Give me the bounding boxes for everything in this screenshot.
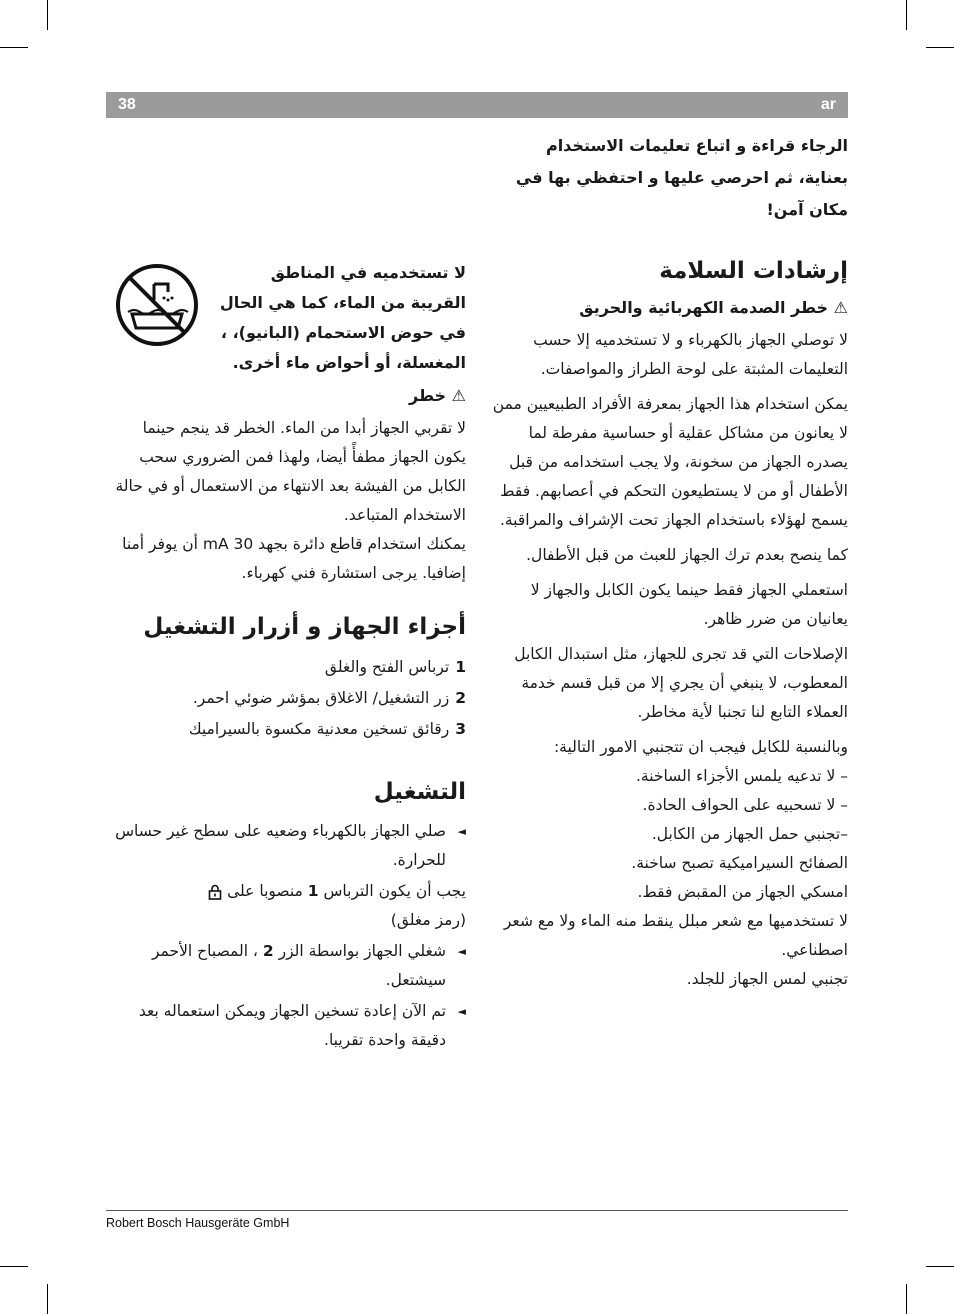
crop-mark xyxy=(926,1266,954,1267)
list-item: – لا تسحبيه على الحواف الحادة. xyxy=(642,796,848,814)
intro-line: بعناية، ثم احرصي عليها و احتفظي بها في xyxy=(515,168,848,187)
part-number: 3 xyxy=(455,720,466,738)
language-code: ar xyxy=(820,96,836,113)
step-text: يجب أن يكون الترباس xyxy=(323,882,466,900)
part-number: 1 xyxy=(307,882,319,900)
safety-paragraph: كما ينصح بعدم ترك الجهاز للعبث من قبل الأطفال. xyxy=(526,546,848,564)
crop-mark xyxy=(0,1266,28,1267)
part-label: ترباس الفتح والغلق xyxy=(324,658,450,676)
list-item xyxy=(106,683,466,714)
danger-paragraph: لا تقربي الجهاز أبدا من الماء. الخطر قد ينجم حينما يكون الجهاز مطفأً أيضا، ولهذا فمن الضروري سحب الكابل من الفيشة بعد الانتهاء من الاستعمال أو في حالة الاستخدام المتباعد. xyxy=(115,419,466,524)
list-item xyxy=(106,877,466,935)
crop-mark xyxy=(926,47,954,48)
parts-list xyxy=(106,652,466,745)
footer-company: Robert Bosch Hausgeräte GmbH xyxy=(106,1216,290,1230)
safety-paragraph: الإصلاحات التي قد تجرى للجهاز، مثل استبدال الكابل المعطوب، لا ينبغي أن يجري إلا من قبل قسم خدمة العملاء التابع لنا تجنبا لأية مخاطر. xyxy=(514,645,848,721)
part-label: رقائق تسخين معدنية مكسوة بالسيراميك xyxy=(188,720,450,738)
part-number: 2 xyxy=(455,689,466,707)
list-item xyxy=(106,652,466,683)
safety-paragraph: لا تستخدميها مع شعر مبلل ينقط منه الماء ولا مع شعر اصطناعي. xyxy=(503,912,848,959)
safety-paragraph: استعملي الجهاز فقط حينما يكون الكابل والجهاز لا يعانيان من ضرر ظاهر. xyxy=(530,581,848,628)
water-warning-text: لا تستخدميه في المناطق القريبة من الماء، كما هي الحال في حوض الاستحمام (البانيو)، ، المغسلة، أو أحواض ماء أخرى. xyxy=(219,263,466,372)
cable-list xyxy=(490,762,848,849)
water-warning xyxy=(106,258,466,378)
safety-paragraph: وبالنسبة للكابل فيجب ان تتجنبي الامور التالية: xyxy=(553,738,848,756)
parts-title: أجزاء الجهاز و أزرار التشغيل xyxy=(143,614,466,640)
list-item: – لا تدعيه يلمس الأجزاء الساخنة. xyxy=(635,767,848,785)
safety-paragraph: يمكن استخدام هذا الجهاز بمعرفة الأفراد الطبيعيين ممن لا يعانون من مشاكل عقلية أو حساسية مفرطة لما يصدره الجهاز من سخونة، ولا يجب استخدامه من قبل الأطفال أو من لا يستطيعون التحكم في أعصابهم. فقط يسمح لهؤلاء باستخدام الجهاز تحت الإشراف والمراقبة. xyxy=(492,395,848,529)
step-text: شغلي الجهاز بواسطة الزر xyxy=(278,942,446,960)
lock-icon xyxy=(208,884,222,900)
left-column xyxy=(106,258,466,1057)
bullet-triangle-icon: ◄ xyxy=(457,825,466,838)
safety-paragraph: لا توصلي الجهاز بالكهرباء و لا تستخدميه إلا حسب التعليمات المثبتة على لوحة الطراز والمواصفات. xyxy=(533,331,848,378)
list-item xyxy=(106,937,466,995)
safety-paragraph: امسكي الجهاز من المقبض فقط. xyxy=(637,883,848,901)
intro-line: مكان آمن! xyxy=(766,200,848,219)
crop-mark xyxy=(47,1284,48,1314)
no-use-near-water-icon xyxy=(114,262,200,348)
step-text: ، المصباح الأحمر سيشتعل. xyxy=(152,942,446,989)
crop-mark xyxy=(47,0,48,30)
safety-paragraph: تجنبي لمس الجهاز للجلد. xyxy=(686,970,848,988)
part-number: 1 xyxy=(455,658,466,676)
list-item: –تجنبي حمل الجهاز من الكابل. xyxy=(651,825,848,843)
list-item xyxy=(106,714,466,745)
bullet-triangle-icon: ◄ xyxy=(457,945,466,958)
intro-line: الرجاء قراءة و اتباع تعليمات الاستخدام xyxy=(545,136,848,155)
intro-note xyxy=(490,130,848,226)
step-text: صلي الجهاز بالكهرباء وضعيه على سطح غير حساس للحرارة. xyxy=(115,822,446,869)
safety-title: إرشادات السلامة xyxy=(659,258,848,284)
page-number: 38 xyxy=(118,96,136,113)
safety-paragraph: الصفائح السيراميكية تصبح ساخنة. xyxy=(631,854,848,872)
crop-mark xyxy=(906,0,907,30)
list-item xyxy=(106,997,466,1055)
footer-divider xyxy=(106,1210,848,1211)
operation-list xyxy=(106,817,466,1055)
operation-title: التشغيل xyxy=(373,779,466,805)
part-label: زر التشغيل/ الاغلاق بمؤشر ضوئي احمر. xyxy=(192,689,450,707)
danger-paragraph: يمكنك استخدام قاطع دائرة بجهد 30 mA أن يوفر أمنا إضافيا. يرجى استشارة فني كهرباء. xyxy=(122,535,466,582)
danger-heading: ⚠ خطر xyxy=(409,386,466,405)
step-text: منصوبا على xyxy=(227,882,303,900)
list-item xyxy=(106,817,466,875)
bullet-triangle-icon: ◄ xyxy=(457,1005,466,1018)
page-header xyxy=(106,92,848,118)
crop-mark xyxy=(0,47,28,48)
step-text: (رمز مغلق) xyxy=(390,911,466,929)
step-text: تم الآن إعادة تسخين الجهاز ويمكن استعماله بعد دقيقة واحدة تقريبا. xyxy=(138,1002,446,1049)
right-column xyxy=(490,130,848,1000)
shock-heading: ⚠ خطر الصدمة الكهربائية والحريق xyxy=(579,298,848,317)
crop-mark xyxy=(906,1284,907,1314)
part-number: 2 xyxy=(262,942,274,960)
